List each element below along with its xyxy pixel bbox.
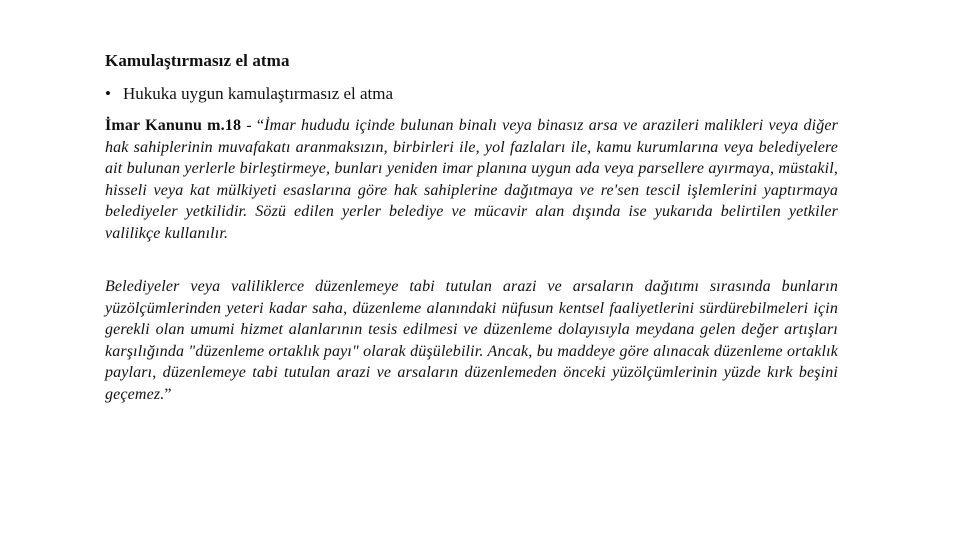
law-paragraph-1 bbox=[105, 115, 838, 244]
law-paragraph-2 bbox=[105, 276, 838, 405]
quote-close: ” bbox=[164, 385, 172, 403]
bullet-icon: • bbox=[105, 84, 111, 103]
slide-title: Kamulaştırmasız el atma bbox=[105, 51, 290, 70]
quote-open: - “ bbox=[241, 117, 265, 134]
bullet-text: Hukuka uygun kamulaştırmasız el atma bbox=[123, 84, 394, 103]
law-text-2: Belediyeler veya valiliklerce düzenlemeye tabi tutulan arazi ve arsaların dağıtımı sırasında bunların yüzölçümlerinden yeteri kadar saha, düzenleme alanındaki nüfusun kentsel faaliyetlerini sürdürebilmeleri için gerekli olan umumi hizmet alanlarının tesis edilmesi ve düzenleme dolayısıyla meydana gelen değer artışları karşılığında "düzenleme ortaklık payı" olarak düşülebilir. Ancak, bu maddeye göre alınacak düzenleme ortaklık payları, düzenlemeye tabi tutulan arazi ve arsaların düzenlemeden önceki yüzölçümlerinin yüzde kırk beşini geçemez. bbox=[105, 278, 838, 403]
law-reference: İmar Kanunu m.18 bbox=[105, 117, 242, 134]
bullet-item bbox=[105, 84, 393, 104]
law-text-1: İmar hududu içinde bulunan binalı veya binasız arsa ve arazileri malikleri veya diğer hak sahiplerinin muvafakatı aranmaksızın, birbirleri ile, yol fazlaları ile, kamu kurumlarına veya belediyelere ait bulunan yerlerle birleştirmeye, bunları yeniden imar planına uygun ada veya parsellere ayırmaya, müstakil, hisseli veya kat mülkiyeti esaslarına göre hak sahiplerine dağıtmaya ve re'sen tescil işlemlerini yaptırmaya belediyeler yetkilidir. Sözü edilen yerler belediye ve mücavir alan dışında ise yukarıda belirtilen yetkiler valilikçe kullanılır. bbox=[105, 117, 839, 242]
